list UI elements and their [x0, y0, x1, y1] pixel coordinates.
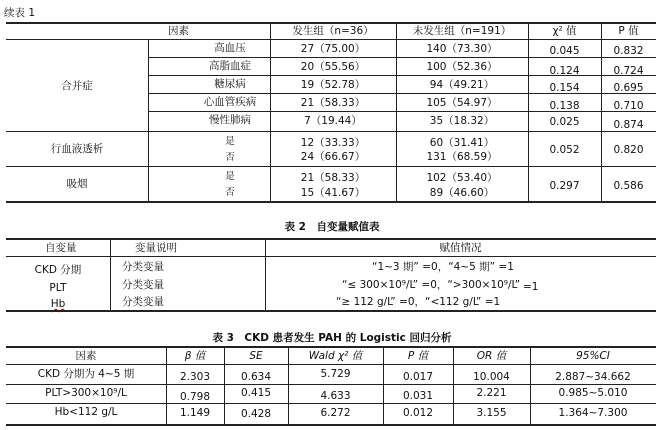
table-row-label: 是 — [225, 171, 235, 182]
table1-bottom-rule — [6, 201, 656, 203]
table-cell: 0.297 — [549, 180, 580, 192]
table-row-label: 否 — [225, 187, 235, 198]
table3-header-factor: 因素 — [75, 350, 97, 362]
table2-header-assign: 赋值情况 — [439, 242, 482, 254]
table3-header-rule — [6, 364, 656, 365]
table-row-label: PLT>300×10⁹/L — [45, 387, 127, 399]
table3-bottom-rule — [6, 424, 656, 426]
table-cell: “1~3 期” =0，“4~5 期” =1 — [372, 261, 514, 273]
group-label-comorbidity: 合并症 — [61, 80, 93, 92]
table1-header-occur: 发生组（n=36） — [292, 25, 374, 37]
table-row-label: Hb<112 g/L — [54, 406, 118, 418]
table-cell: 24（66.67） — [300, 151, 366, 163]
table-cell: 5.729 — [320, 368, 351, 380]
table3-header-wald: Wald χ² 值 — [308, 350, 363, 362]
table-row-label: Hb — [50, 298, 66, 310]
table1-header-rule — [6, 39, 656, 40]
table1-group-rule — [6, 166, 656, 167]
table-cell: 35（18.32） — [429, 115, 495, 127]
table-cell: 0.154 — [549, 82, 580, 94]
group-label-smoking: 吸烟 — [66, 178, 88, 190]
table3-caption: 表 3 CKD 患者发生 PAH 的 Logistic 回归分析 — [212, 332, 452, 344]
table-cell: =1 — [523, 281, 539, 293]
table-cell: 140（73.30） — [426, 43, 498, 55]
table-cell: 0.124 — [549, 65, 580, 77]
table-cell: 0.724 — [613, 65, 644, 77]
table2-col-divider — [110, 238, 111, 310]
table-cell: 2.221 — [476, 387, 507, 399]
table-cell: 分类变量 — [122, 279, 164, 291]
table-cell: 0.138 — [549, 100, 580, 112]
table2-header-var: 自变量 — [45, 242, 77, 254]
table3-top-rule — [6, 346, 656, 348]
table3-header-or: OR 值 — [476, 350, 507, 362]
table-cell: 1.364~7.300 — [558, 407, 628, 419]
table-cell: 3.155 — [476, 407, 507, 419]
table2-caption: 表 2 自变量赋值表 — [284, 221, 380, 233]
table-row-label: CKD 分期为 4~5 期 — [37, 368, 135, 380]
table-cell: 12（33.33） — [300, 137, 366, 149]
table-row-label: 高脂血症 — [209, 60, 251, 72]
table-cell: 0.695 — [613, 82, 644, 94]
table-cell: 0.031 — [402, 390, 434, 402]
table-cell: 分类变量 — [122, 296, 164, 308]
group-label-dialysis: 行血液透析 — [50, 143, 104, 155]
table2-top-rule — [6, 238, 656, 240]
table-cell: 21（58.33） — [300, 97, 366, 109]
table-cell: 102（53.40） — [426, 172, 498, 184]
table-row-label: PLT — [49, 282, 67, 294]
table-cell: 0.415 — [240, 387, 272, 399]
table-cell: 0.710 — [613, 100, 644, 112]
table-cell: 89（46.60） — [429, 187, 495, 199]
continued-label: 续表 1 — [4, 7, 36, 19]
table2-bottom-rule — [6, 310, 656, 312]
table-row-label: 是 — [225, 136, 235, 147]
table-cell: 0.985~5.010 — [558, 387, 628, 399]
table-cell: 94（49.21） — [429, 79, 495, 91]
table-cell: 105（54.97） — [426, 97, 498, 109]
table2-header-desc: 变量说明 — [135, 242, 177, 254]
table3-header-p: P 值 — [407, 350, 429, 362]
table1-col-divider — [148, 39, 149, 202]
table3-header-se: SE — [249, 350, 263, 362]
table-cell: 0.586 — [613, 180, 644, 192]
table1-top-rule — [6, 22, 656, 24]
table-cell: 0.874 — [613, 119, 644, 131]
table-cell: 0.025 — [549, 116, 580, 128]
table3-header-ci: 95%CI — [576, 350, 610, 362]
table-cell: 6.272 — [320, 407, 351, 419]
table-row-label: 否 — [225, 152, 235, 163]
table-cell: 0.012 — [402, 407, 434, 419]
table1-header-p: P 值 — [618, 25, 639, 37]
table-cell: 0.634 — [240, 371, 272, 383]
table-cell: 0.045 — [549, 45, 580, 57]
table-cell: 7（19.44） — [304, 115, 362, 127]
table-cell: 0.798 — [179, 391, 211, 403]
table3-row-rule — [6, 384, 656, 385]
table-cell: 131（68.59） — [426, 151, 498, 163]
table-row-label: 慢性肺病 — [209, 114, 251, 126]
table-cell: 0.820 — [613, 144, 644, 156]
table1-header-nonoccur: 未发生组（n=191） — [412, 25, 512, 37]
table-cell: “≥ 112 g/L” =0，“<112 g/L” =1 — [336, 296, 501, 308]
table-cell: 100（52.36） — [426, 61, 498, 73]
table1-header-chi2: χ² 值 — [552, 25, 577, 37]
table-cell: 20（55.56） — [300, 61, 366, 73]
table-cell: 4.633 — [320, 390, 351, 402]
table-cell: “≤ 300×10⁹/L” =0，“>300×10⁹/L” — [342, 279, 521, 291]
table-cell: 1.149 — [179, 407, 211, 419]
table1-header-factor: 因素 — [168, 25, 189, 37]
table3-header-beta: β 值 — [184, 350, 206, 362]
table-cell: 19（52.78） — [300, 79, 366, 91]
table3-row-rule — [6, 403, 656, 404]
table-cell: 60（31.41） — [429, 137, 495, 149]
table-row-label: 糖尿病 — [214, 78, 246, 90]
table-cell: 10.004 — [473, 371, 510, 383]
table1-group-rule — [6, 131, 656, 132]
table-cell: 21（58.33） — [300, 172, 366, 184]
table-cell: 0.428 — [240, 408, 272, 420]
table-cell: 27（75.00） — [300, 43, 366, 55]
table-cell: 15（41.67） — [300, 187, 366, 199]
table-row-label: 心血管疾病 — [203, 96, 257, 108]
table-cell: 分类变量 — [122, 261, 164, 273]
table-cell: 2.887~34.662 — [555, 371, 631, 383]
table-row-label: CKD 分期 — [34, 264, 82, 276]
table2-header-rule — [6, 256, 656, 257]
table-cell: 0.832 — [613, 45, 644, 57]
table-cell: 0.052 — [549, 144, 580, 156]
table-row-label: 高血压 — [214, 42, 246, 54]
table-cell: 0.017 — [402, 371, 434, 383]
table-cell: 2.303 — [179, 371, 211, 383]
